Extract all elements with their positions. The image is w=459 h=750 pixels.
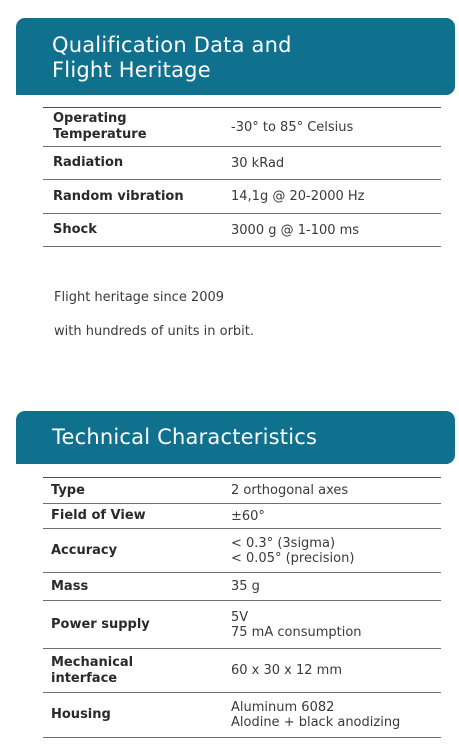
qualification-header bbox=[16, 18, 455, 95]
flight-heritage-note bbox=[54, 272, 254, 357]
row-value: 14,1g @ 20-2000 Hz bbox=[221, 180, 441, 214]
heritage-line2: with hundreds of units in orbit. bbox=[54, 324, 255, 339]
heritage-line1: Flight heritage since 2009 bbox=[54, 290, 225, 305]
row-value: 30 kRad bbox=[221, 147, 441, 180]
table-row bbox=[43, 504, 441, 529]
row-label: Operating Temperature bbox=[43, 108, 221, 147]
table-row bbox=[43, 693, 441, 738]
table-row bbox=[43, 214, 441, 247]
row-value: 3000 g @ 1-100 ms bbox=[221, 214, 441, 247]
row-label: Type bbox=[43, 478, 221, 504]
row-value: 35 g bbox=[221, 573, 441, 601]
qualification-title bbox=[52, 33, 292, 83]
technical-table bbox=[43, 477, 441, 738]
row-label: Mechanical interface bbox=[43, 649, 221, 693]
row-label: Radiation bbox=[43, 147, 221, 180]
row-value: 5V 75 mA consumption bbox=[221, 601, 441, 649]
technical-title: Technical Characteristics bbox=[52, 425, 318, 449]
qualification-title-line2: Flight Heritage bbox=[52, 58, 211, 82]
table-row bbox=[43, 180, 441, 214]
table-row bbox=[43, 147, 441, 180]
qualification-title-line1: Qualification Data and bbox=[52, 33, 292, 57]
row-value: -30° to 85° Celsius bbox=[221, 108, 441, 147]
row-value: < 0.3° (3sigma) < 0.05° (precision) bbox=[221, 529, 441, 573]
row-value: ±60° bbox=[221, 504, 441, 529]
row-label: Accuracy bbox=[43, 529, 221, 573]
table-row bbox=[43, 478, 441, 504]
row-label: Mass bbox=[43, 573, 221, 601]
row-value: 2 orthogonal axes bbox=[221, 478, 441, 504]
row-label: Field of View bbox=[43, 504, 221, 529]
row-label: Shock bbox=[43, 214, 221, 247]
qualification-table bbox=[43, 107, 441, 247]
table-row bbox=[43, 601, 441, 649]
row-value: 60 x 30 x 12 mm bbox=[221, 649, 441, 693]
row-label: Power supply bbox=[43, 601, 221, 649]
table-row bbox=[43, 108, 441, 147]
row-value: Aluminum 6082 Alodine + black anodizing bbox=[221, 693, 441, 738]
table-row bbox=[43, 649, 441, 693]
table-row bbox=[43, 529, 441, 573]
row-label: Random vibration bbox=[43, 180, 221, 214]
technical-header bbox=[16, 411, 455, 464]
row-label: Housing bbox=[43, 693, 221, 738]
table-row bbox=[43, 573, 441, 601]
